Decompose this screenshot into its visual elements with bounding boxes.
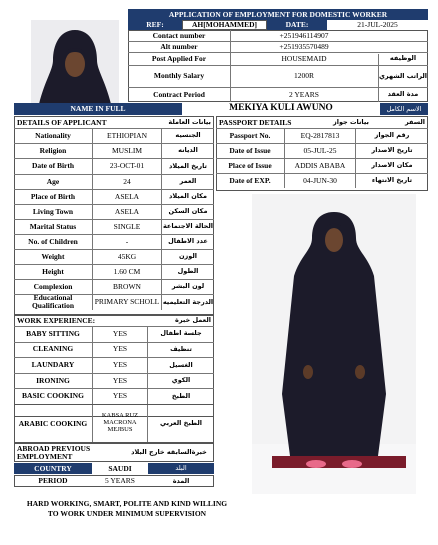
country-label: COUNTRY	[14, 463, 92, 474]
applicant-label-0: Nationality	[35, 130, 71, 140]
applicant-value-10: BROWN	[92, 279, 162, 294]
experience-header-ar: العمل خبرة	[175, 316, 211, 325]
experience-label-4: BASIC COOKING	[22, 391, 84, 401]
applicant-label-6: Marital Status	[29, 221, 77, 231]
applicant-ar-10: لون البشر	[171, 282, 205, 291]
passport-header-ar1: بيانات جواز	[333, 118, 369, 127]
contract-period-value: 2 YEARS	[289, 89, 319, 99]
applicant-value-6: SINGLE	[92, 219, 162, 234]
passport-label-1: Date of Issue	[229, 145, 271, 155]
monthly-salary-value: 1200R	[293, 71, 314, 81]
monthly-salary-label: Monthly Salary	[153, 71, 205, 81]
abroad-label: ABROAD PREVIOUS EMPLOYMENT	[17, 443, 91, 461]
passport-label-0: Passport No.	[229, 130, 271, 140]
applicant-value-2: 23-OCT-01	[92, 158, 162, 174]
experience-ar-4: الطبخ	[171, 391, 191, 400]
applicant-value-11: PRIMARY SCHOLL	[92, 294, 162, 310]
applicant-value-1: MUSLIM	[92, 143, 162, 158]
applicant-label-10: Complexion	[33, 281, 73, 291]
applicant-ar-5: مكان السكن	[168, 207, 208, 216]
arabic-cooking-label: ARABIC COOKING	[18, 418, 88, 428]
contact-number-label: Contact number	[152, 30, 206, 40]
monthly-salary-ar: الراتب الشهري	[378, 71, 428, 80]
name-value: MEKIYA KULI AWUNO	[229, 103, 333, 114]
applicant-ar-1: الديانه	[178, 146, 198, 155]
applicant-label-7: No. of Children	[28, 236, 78, 246]
experience-ar-0: جلسة اطفال	[160, 329, 202, 338]
passport-value-3: 04-JUN-30	[284, 173, 356, 188]
applicant-value-5: ASELA	[92, 204, 162, 219]
name-label: NAME IN FULL	[14, 103, 182, 115]
applicant-header-label: DETAILS OF APPLICANT	[17, 117, 107, 127]
experience-header-label: WORK EXPERIENCE:	[17, 315, 96, 325]
abroad-ar: خبرةالسابقه خارج البلاد	[131, 448, 207, 457]
applicant-value-9: 1.60 CM	[92, 264, 162, 279]
post-applied-ar: الوظيفه	[389, 54, 417, 63]
ref-value: AH[MOHAMMED]	[182, 20, 267, 30]
applicant-ar-7: عدد الاطفال	[168, 237, 208, 246]
experience-value-0: YES	[92, 326, 148, 342]
alt-number-value: +251935570489	[279, 41, 329, 51]
form-title: APPLICATION OF EMPLOYMENT FOR DOMESTIC WORKER	[128, 9, 428, 20]
experience-ar-3: الكوي	[171, 376, 191, 385]
experience-label-3: IRONING	[36, 375, 70, 385]
applicant-label-9: Height	[42, 266, 64, 276]
experience-value-1: YES	[92, 342, 148, 358]
arabic-cooking-value: KABSA RUZ MACRONA MEJBUS	[92, 404, 148, 443]
applicant-label-4: Place of Birth	[30, 191, 76, 201]
applicant-ar-11: الدرجة التعليميه	[162, 297, 214, 306]
date-label: DATE:	[267, 20, 327, 30]
remarks-text: HARD WORKING, SMART, POLITE AND KIND WILLING TO WORK UNDER MINIMUM SUPERVISION	[26, 498, 228, 518]
period-label: PERIOD	[38, 476, 68, 486]
alt-number-label: Alt number	[160, 41, 198, 51]
period-ar: المدة	[172, 476, 190, 485]
experience-value-2: YES	[92, 357, 148, 373]
experience-ar-1: تنظيف	[170, 344, 192, 353]
applicant-label-1: Religion	[39, 145, 67, 155]
country-value: SAUDI	[108, 463, 132, 473]
applicant-value-3: 24	[92, 174, 162, 189]
contract-period-label: Contract Period	[153, 89, 205, 99]
applicant-value-7: -	[92, 234, 162, 249]
period-value: 5 YEARS	[105, 476, 135, 486]
applicant-label-8: Weight	[41, 251, 65, 261]
applicant-value-0: ETHIOPIAN	[92, 128, 162, 143]
applicant-ar-2: تاريخ الميلاد	[169, 161, 207, 170]
passport-ar-1: تاريخ الاصدار	[371, 146, 413, 155]
applicant-value-8: 45KG	[92, 249, 162, 264]
contact-number-value: +251946114907	[279, 30, 329, 40]
experience-value-3: YES	[92, 373, 148, 389]
applicant-ar-3: العمر	[179, 177, 197, 186]
passport-value-2: ADDIS ABABA	[284, 158, 356, 173]
date-value: 21-JUL-2025	[357, 20, 398, 30]
passport-ar-3: تاريخ الانتهاء	[371, 176, 413, 185]
post-applied-label: Post Applied For	[151, 53, 207, 63]
name-ar: الاسم الكامل	[380, 103, 428, 115]
country-ar: البلد	[148, 463, 214, 474]
portrait-photo	[31, 20, 119, 104]
applicant-ar-0: الجنسيه	[175, 131, 201, 140]
applicant-header-ar: بيانات العاملة	[168, 118, 211, 127]
applicant-label-5: Living Town	[32, 206, 74, 216]
applicant-value-4: ASELA	[92, 189, 162, 204]
applicant-label-2: Date of Birth	[31, 161, 75, 171]
experience-label-1: CLEANING	[32, 344, 74, 354]
applicant-label-11: Educational Qualification	[31, 294, 75, 310]
experience-ar-2: الغسيل	[169, 360, 193, 369]
applicant-ar-6: الحالة الاجتماعة	[162, 222, 214, 231]
passport-header-label: PASSPORT DETAILS	[219, 117, 292, 127]
full-body-photo	[252, 194, 416, 494]
passport-value-1: 05-JUL-25	[284, 143, 356, 158]
arabic-cooking-ar: الطبخ العربي	[160, 419, 202, 428]
post-applied-value: HOUSEMAID	[281, 53, 327, 63]
applicant-ar-4: مكان الميلاد	[168, 192, 207, 201]
applicant-ar-8: الوزن	[178, 252, 198, 261]
experience-label-0: BABY SITTING	[26, 328, 80, 338]
applicant-label-3: Age	[46, 176, 60, 186]
ref-label: REF:	[128, 20, 182, 30]
passport-header-ar2: السفر	[404, 118, 425, 127]
experience-label-2: LAUNDARY	[31, 360, 75, 370]
passport-ar-0: رقم الجواز	[374, 131, 410, 140]
applicant-ar-9: الطول	[177, 267, 199, 276]
passport-label-2: Place of Issue	[228, 160, 272, 170]
passport-value-0: EQ-2817813	[284, 128, 356, 143]
passport-ar-2: مكان الاصدار	[371, 161, 413, 170]
experience-value-4: YES	[92, 388, 148, 404]
passport-label-3: Date of EXP.	[229, 175, 271, 185]
contract-period-ar: مدة العقد	[387, 90, 419, 99]
